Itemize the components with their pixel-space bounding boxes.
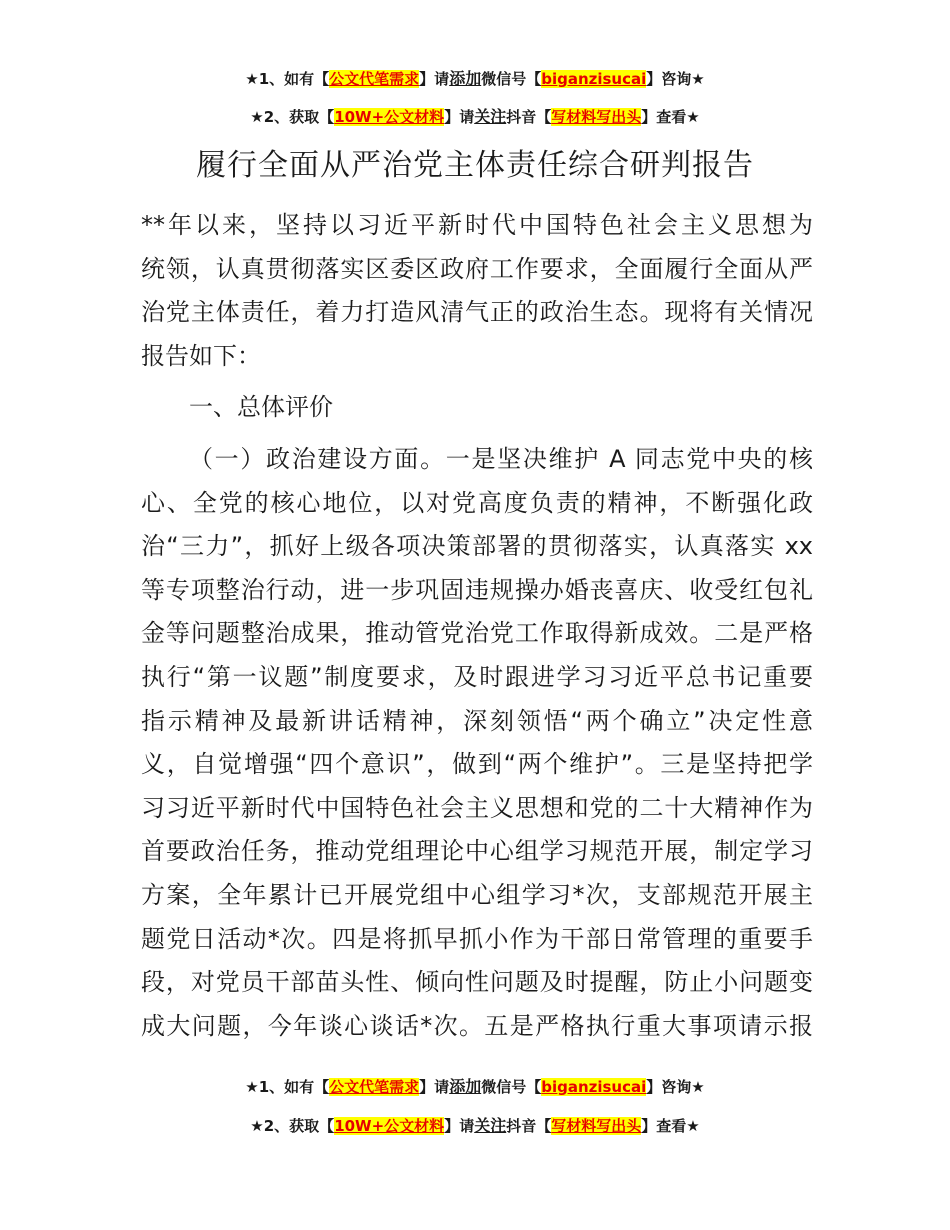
banner-text: 】请 (419, 70, 450, 88)
promo-banner-top-1 (0, 68, 950, 90)
banner-text: 】查看★ (641, 108, 700, 126)
paragraph-line: 执行“第一议题”制度要求，及时跟进学习习近平总书记重要 (141, 662, 813, 691)
banner-text: 微信号【 (481, 1078, 542, 1096)
banner-highlight: 公文代笔需求 (329, 1078, 420, 1096)
paragraph-line: 报告如下： (141, 341, 261, 370)
paragraph-line: 统领，认真贯彻落实区委区政府工作要求，全面履行全面从严 (141, 254, 813, 283)
paragraph-line: **年以来，坚持以习近平新时代中国特色社会主义思想为 (141, 211, 813, 239)
paragraph-line: 习习近平新时代中国特色社会主义思想和党的二十大精神作为 (141, 793, 813, 822)
banner-text: ★2、获取【 (250, 1117, 335, 1135)
banner-text: ★1、如有【 (245, 1078, 330, 1096)
paragraph-line: 段，对党员干部苗头性、倾向性问题及时提醒，防止小问题变 (141, 968, 813, 997)
promo-banner-bottom-1 (0, 1076, 950, 1098)
banner-text: 】咨询★ (646, 1078, 705, 1096)
document-body (141, 204, 813, 1048)
paragraph-line: 指示精神及最新讲话精神，深刻领悟“两个确立”决定性意 (141, 706, 813, 735)
paragraph-line: 成大问题，今年谈心谈话*次。五是严格执行重大事项请示报 (141, 1011, 813, 1040)
banner-highlight: 10W+公文材料 (334, 108, 445, 126)
paragraph-line: 等专项整治行动，进一步巩固违规操办婚丧喜庆、收受红包礼 (141, 575, 813, 604)
paragraph-line: 义，自觉增强“四个意识”，做到“两个维护”。三是坚持把学 (141, 750, 813, 779)
banner-text: 】咨询★ (646, 70, 705, 88)
promo-banner-top-2 (0, 106, 950, 128)
banner-text: ★1、如有【 (245, 70, 330, 88)
promo-banner-bottom-2 (0, 1115, 950, 1137)
banner-text: 抖音【 (506, 108, 552, 126)
banner-highlight: biganzisucai (541, 1078, 647, 1096)
banner-text: 抖音【 (506, 1117, 552, 1135)
banner-highlight: biganzisucai (541, 70, 647, 88)
paragraph-line: 金等问题整治成果，推动管党治党工作取得新成效。二是严格 (141, 619, 813, 648)
banner-highlight: 写材料写出头 (551, 1117, 642, 1135)
banner-text: 】查看★ (641, 1117, 700, 1135)
paragraph-line: 题党日活动*次。四是将抓早抓小作为干部日常管理的重要手 (141, 924, 813, 953)
banner-underline: 关注 (474, 1116, 507, 1135)
paragraph-line: 心、全党的核心地位，以对党高度负责的精神，不断强化政 (141, 488, 813, 517)
paragraph-line: 首要政治任务，推动党组理论中心组学习规范开展，制定学习 (141, 837, 813, 866)
document-title: 履行全面从严治党主体责任综合研判报告 (196, 148, 754, 183)
paragraph-line: 方案，全年累计已开展党组中心组学习*次，支部规范开展主 (141, 880, 813, 909)
banner-underline: 关注 (474, 107, 507, 126)
banner-highlight: 10W+公文材料 (334, 1117, 445, 1135)
banner-underline: 添加 (449, 1077, 482, 1096)
banner-underline: 添加 (449, 69, 482, 88)
banner-highlight: 公文代笔需求 (329, 70, 420, 88)
banner-text: 】请 (444, 108, 475, 126)
paragraph-line: （一）政治建设方面。一是坚决维护 A 同志党中央的核 (189, 444, 813, 473)
banner-text: 】请 (419, 1078, 450, 1096)
banner-text: 微信号【 (481, 70, 542, 88)
paragraph-line: 治党主体责任，着力打造风清气正的政治生态。现将有关情况 (141, 298, 813, 327)
banner-highlight: 写材料写出头 (551, 108, 642, 126)
banner-text: ★2、获取【 (250, 108, 335, 126)
banner-text: 】请 (444, 1117, 475, 1135)
section-heading: 一、总体评价 (189, 393, 333, 422)
paragraph-line: 治“三力”，抓好上级各项决策部署的贯彻落实，认真落实 xx (141, 532, 813, 561)
